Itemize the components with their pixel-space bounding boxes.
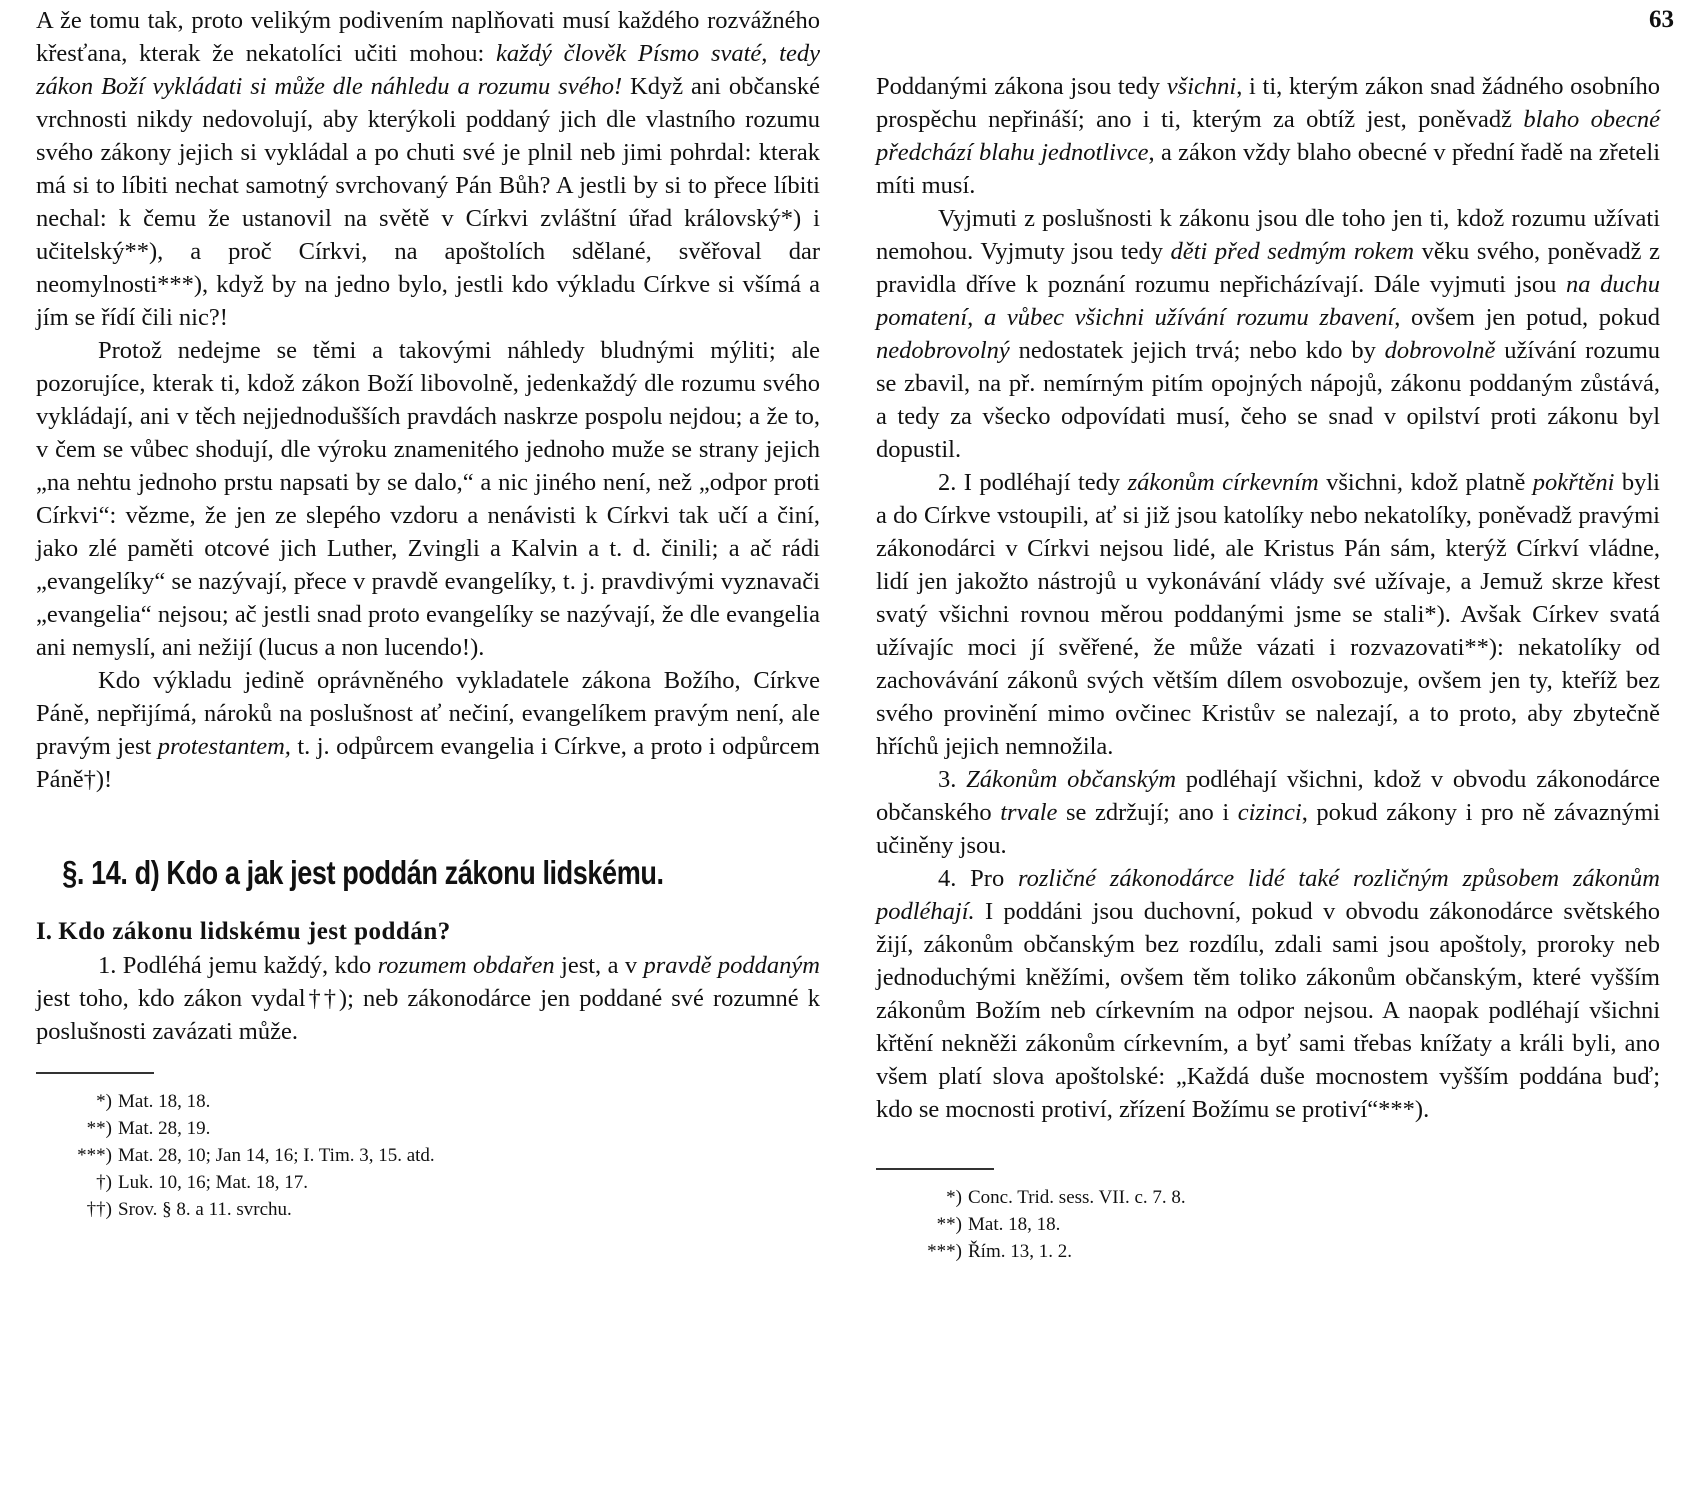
footnote (36, 1142, 820, 1169)
left-paragraph-3 (36, 664, 820, 796)
right-paragraph-4: 3. Zákonům občanským podléhají všichni, kdož v obvodu zákonodárce občanského trvale se zdržují; ano i cizinci, pokud zákony i pro ně závaznými učiněny jsou. (876, 766, 1661, 859)
subheading-text: Kdo zákonu lidskému jest poddán? (58, 918, 451, 945)
footnote-mark: †) (96, 1172, 112, 1193)
left-paragraph-1 (36, 4, 820, 334)
italic: Zákonům občanským (966, 766, 1177, 793)
footnote-text: Srov. § 8. a 11. svrchu. (118, 1199, 292, 1220)
italic: všichni (1166, 73, 1237, 100)
footnote-mark: **) (936, 1214, 962, 1235)
italic: na duchu pomatení, a vůbec všichni užívání rozumu zbavení (876, 271, 1660, 331)
footnote-mark: *) (946, 1187, 962, 1208)
footnote (36, 1169, 820, 1196)
subheading (36, 915, 820, 949)
right-footnote-rule (876, 1168, 994, 1170)
footnote-text: Mat. 18, 18. (118, 1091, 211, 1112)
footnote (36, 1088, 820, 1115)
left-footnotes (36, 1088, 820, 1223)
section-heading: §. 14. d) Kdo a jak jest poddán zákonu lidskému. (62, 854, 664, 891)
left-p3-italic: protestantem, (157, 733, 291, 760)
page-number: 63 (1649, 6, 1674, 33)
right-paragraph-2: Vyjmuti z poslušnosti k zákonu jsou dle toho jen ti, kdož rozumu užívati nemohou. Vyjmuty jsou tedy děti před sedmým rokem věku svého, poněvadž z pravidla dříve k poznání rozumu nepřicházívají. Dále vyjmuti jsou na duchu pomatení, a vůbec všichni užívání rozumu zbavení, ovšem jen potud, pokud nedobrovolný nedostatek jejich trvá; nebo kdo by dobrovolně užívání rozumu se zbavil, na př. nemírným pitím opojných nápojů, zákonu poddaným zůstává, a tedy za všecko odpovídati musí, čeho se snad v opilství proti zákonu byl dopustil. (876, 205, 1660, 463)
italic: blaho obecné předchází blahu jednotlivce (876, 106, 1660, 166)
right-paragraph-5: 4. Pro rozličné zákonodárce lidé také rozličným způsobem zákonům podléhají. I poddáni jsou duchovní, pokud v obvodu zákonodárce světského žijí, zákonům občanským bez rozdílu, zdali sami jsou apoštoly, proroky neb jednoduchými kněžími, ovšem těm toliko zákonům občanským, které vyšším zákonům Božím neb církevním na odpor nejsou. A naopak podléhají všichni křtění nekněži zákonům církevním, a byť sami třebas knížaty a králi byli, ano všem platí slova apoštolské: „Každá duše mocnostem vyšším poddána buď; kdo se mocnosti protiví, zřízení Božímu se protiví“***). (876, 865, 1660, 1123)
left-point-1: 1. Podléhá jemu každý, kdo rozumem obdařen jest, a v pravdě poddaným jest toho, kdo zákon vydal††); neb zákonodárce jen poddané své rozumné k poslušnosti zavázati může. (36, 952, 820, 1045)
footnote-text: Řím. 13, 1. 2. (968, 1241, 1072, 1262)
footnote-mark: ***) (927, 1241, 962, 1262)
italic-poddanym: pravdě poddaným (643, 952, 820, 979)
right-paragraph-3: 2. I podléhají tedy zákonům církevním všichni, kdož platně pokřtěni byli a do Církve vstoupili, ať si již jsou katolíky nebo nekatolíky, poněvadž pravými zákonodárci v Církvi nejsou lidé, ale Kristus Pán sám, kterýž Církví vládne, lidí jen jakožto nástrojů u vykonávání vlády své užívaje, a Jemuž skrze křest svatý všichni rovnou měrou poddanými jsme se stali*). Avšak Církev svatá užívajíc moci jí svěřené, že může vázati i rozvazovati**): nekatolíky od zachovávání zákonů svých větším dílem osvobozuje, ovšem jen ty, kteříž bez svého provinění mimo ovčinec Kristův se nalezají, a to proto, aby zbytečně hříchů jejich nemnožila. (876, 469, 1660, 760)
footnote (876, 1211, 1660, 1238)
italic: pokřtěni (1532, 469, 1615, 496)
italic: zákonům církevním (1127, 469, 1319, 496)
right-body-text (876, 0, 1660, 1126)
footnote-text: Mat. 28, 19. (118, 1118, 211, 1139)
left-body-text (36, 0, 820, 1048)
left-p3-start: Kdo výkladu jedině oprávněného vykladatele zákona Božího, Církve Páně, nepřijímá, nároků na poslušnost ať nečiní, evangelíkem pravým není, ale pravým jest (36, 667, 820, 760)
footnote (876, 1184, 1660, 1211)
footnote (876, 1238, 1660, 1265)
italic: trvale (1000, 799, 1058, 826)
footnote-mark: ***) (77, 1145, 112, 1166)
left-page (36, 0, 820, 1223)
footnote-mark: ††) (86, 1199, 112, 1220)
italic: děti před sedmým rokem (1170, 238, 1415, 265)
footnote (36, 1115, 820, 1142)
left-p3-end: t. j. odpůrcem evangelia i Církve, a proto i odpůrcem Páně†)! (36, 733, 820, 793)
left-p1-start: A že tomu tak, proto velikým podivením naplňovati musí každého rozvážného křesťana, kterak že nekatolíci učiti mohou: (36, 7, 820, 67)
subheading-number: I. (36, 918, 52, 945)
italic-rozumem: rozumem obdařen (377, 952, 555, 979)
footnote (36, 1196, 820, 1223)
italic: cizinci (1237, 799, 1302, 826)
italic: rozličné zákonodárce lidé také rozličným způsobem zákonům podléhají. (876, 865, 1660, 925)
footnote-text: Luk. 10, 16; Mat. 18, 17. (118, 1172, 308, 1193)
right-page (876, 0, 1674, 1265)
left-p1-italic: každý člověk Písmo svaté, tedy zákon Boží vykládati si může dle náhledu a rozumu svého! (36, 40, 820, 100)
italic: nedobrovolný (876, 337, 1010, 364)
left-footnote-rule (36, 1072, 154, 1074)
footnote-mark: **) (86, 1118, 112, 1139)
italic: dobrovolně (1384, 337, 1496, 364)
right-footnotes (876, 1184, 1660, 1265)
footnote-text: Conc. Trid. sess. VII. c. 7. 8. (968, 1187, 1186, 1208)
footnote-text: Mat. 28, 10; Jan 14, 16; I. Tim. 3, 15. atd. (118, 1145, 435, 1166)
left-p1-end: Když ani občanské vrchnosti nikdy nedovolují, aby kterýkoli poddaný jich dle vlastního rozumu svého zákony jejich si vykládal a po chuti své je plnil neb jimi pohrdal: kterak má si to líbiti nechat samotný svrchovaný Pán Bůh? A jestli by si to přece líbiti nechal: k čemu že ustanovil na světě v Církvi zvláštní úřad královský*) i učitelský**), a proč Církvi, na apoštolích sdělané, svěřoval dar neomylnosti***), když by na jedno bylo, jestli kdo výkladu Církve si všímá a jím se řídí čili nic?! (36, 73, 821, 331)
right-paragraph-1: Poddanými zákona jsou tedy všichni, i ti, kterým zákon snad žádného osobního prospěchu nepřináší; ano i ti, kterým za obtíž jest, poněvadž blaho obecné předchází blahu jednotlivce, a zákon vždy blaho obecné v přední řadě na zřeteli míti musí. (876, 73, 1660, 199)
footnote-mark: *) (96, 1091, 112, 1112)
footnote-text: Mat. 18, 18. (968, 1214, 1061, 1235)
left-paragraph-2: Protož nedejme se těmi a takovými náhledy bludnými mýliti; ale pozorujíce, kterak ti, kdož zákon Boží libovolně, jedenkaždý dle rozumu svého vykládají, ani v těch nejjednodušších pravdách naskrze pospolu nejdou; a že to, v čem se vůbec shodují, dle výroku znamenitého jednoho muže se strany jejich „na nehtu jednoho prstu napsati by se dalo,“ a nic jiného není, než „odpor proti Církvi“: vězme, že jen ze slepého vzdoru a nenávisti k Církvi tak učí a činí, jako zlé paměti otcové jich Luther, Zvingli a Kalvin a t. d. činili; a ač rádi „evangelíky“ se nazývají, přece v pravdě evangelíky, t. j. pravdivými vyznavači „evangelia“ nejsou; ač jestli snad proto evangelíky se nazývají, že dle evangelia ani nemyslí, ani nežijí (lucus a non lucendo!). (36, 337, 820, 661)
